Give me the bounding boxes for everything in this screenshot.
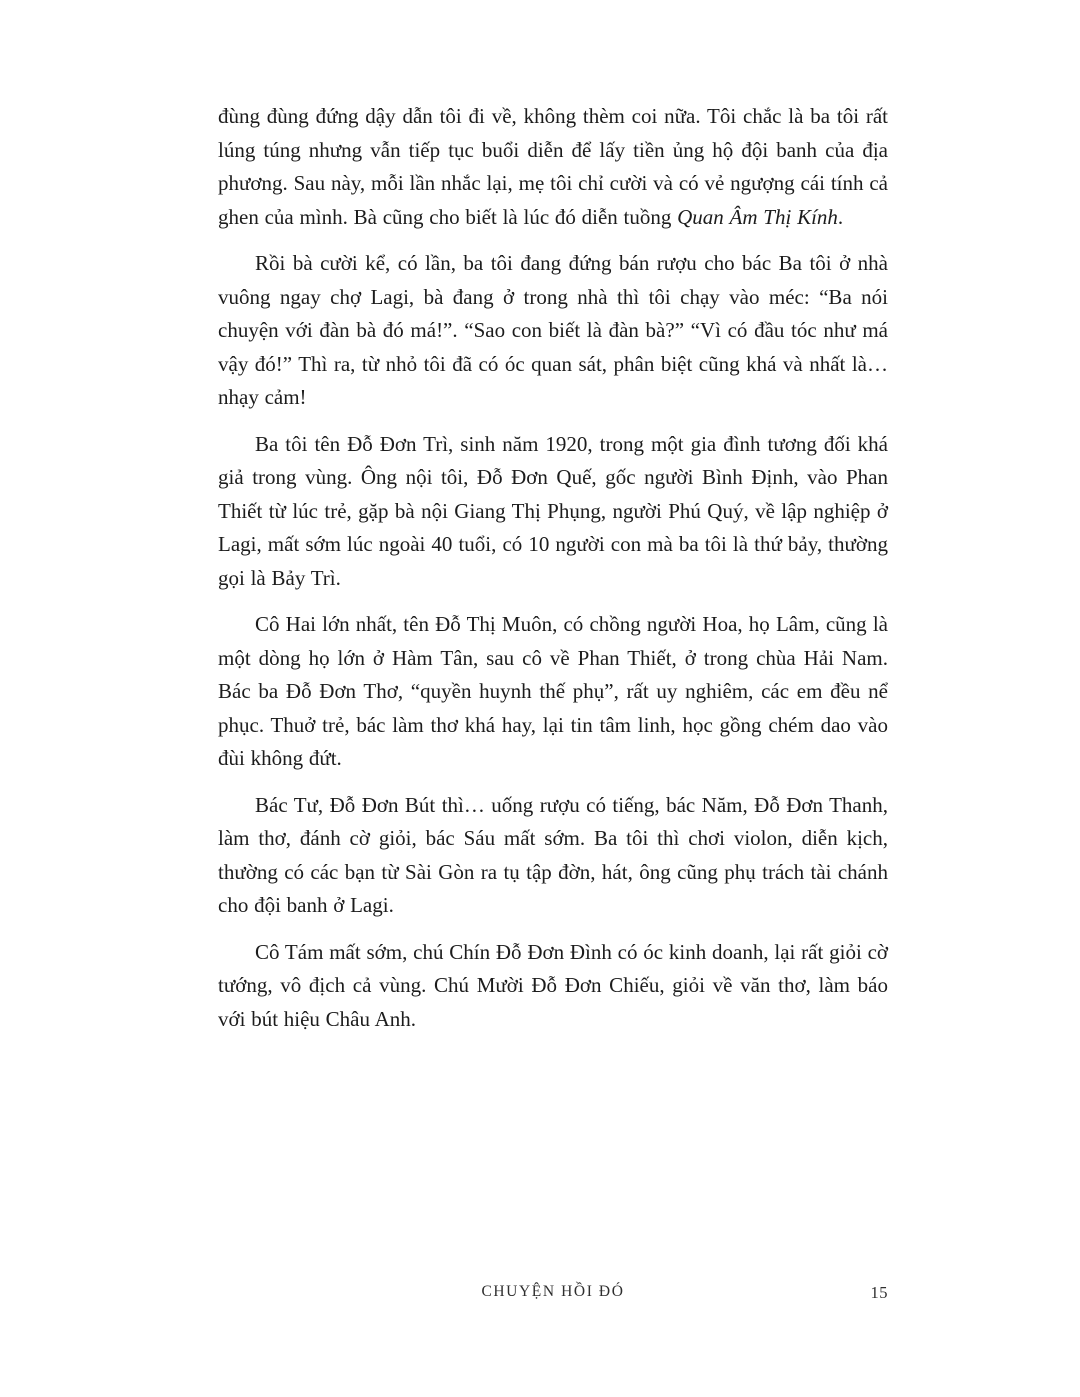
- paragraph: Ba tôi tên Đỗ Đơn Trì, sinh năm 1920, trong một gia đình tương đối khá giả trong vùng. Ông nội tôi, Đỗ Đơn Quế, gốc người Bình Định, vào Phan Thiết từ lúc trẻ, gặp bà nội Giang Thị Phụng, người Phú Quý, về lập nghiệp ở Lagi, mất sớm lúc ngoài 40 tuổi, có 10 người con mà ba tôi là thứ bảy, thường gọi là Bảy Trì.: [218, 431, 888, 590]
- paragraph-text: đùng đùng đứng dậy dẫn tôi đi về, không thèm coi nữa. Tôi chắc là ba tôi rất lúng túng nhưng vẫn tiếp tục buổi diễn để lấy tiền ủng hộ đội banh của địa phương. Sau này, mỗi lần nhắc lại, mẹ tôi chỉ cười và có vẻ ngượng cái tính cả ghen của mình. Bà cũng cho biết là lúc đó diễn tuồng: [218, 104, 888, 229]
- paragraph: Bác Tư, Đỗ Đơn Bút thì… uống rượu có tiếng, bác Năm, Đỗ Đơn Thanh, làm thơ, đánh cờ giỏi, bác Sáu mất sớm. Ba tôi thì chơi violon, diễn kịch, thường có các bạn từ Sài Gòn ra tụ tập đờn, hát, ông cũng phụ trách tài chánh cho đội banh ở Lagi.: [218, 792, 888, 917]
- paragraph: Rồi bà cười kể, có lần, ba tôi đang đứng bán rượu cho bác Ba tôi ở nhà vuông ngay chợ Lagi, bà đang ở trong nhà thì tôi chạy vào méc: “Ba nói chuyện với đàn bà đó má!”. “Sao con biết là đàn bà?” “Vì có đầu tóc như má vậy đó!” Thì ra, từ nhỏ tôi đã có óc quan sát, phân biệt cũng khá và nhất là… nhạy cảm!: [218, 251, 888, 409]
- book-title-italic: Quan Âm Thị Kính: [677, 204, 838, 229]
- paragraph-text: .: [837, 204, 844, 229]
- running-title: CHUYỆN HỒI ĐÓ: [481, 1283, 625, 1300]
- page-footer: [218, 1283, 888, 1301]
- paragraph: Cô Tám mất sớm, chú Chín Đỗ Đơn Đình có óc kinh doanh, lại rất giỏi cờ tướng, vô địch cả vùng. Chú Mười Đỗ Đơn Chiếu, giỏi về văn thơ, làm báo với bút hiệu Châu Anh.: [218, 939, 888, 1031]
- page-number: 15: [870, 1283, 888, 1302]
- paragraph: Cô Hai lớn nhất, tên Đỗ Thị Muôn, có chồng người Hoa, họ Lâm, cũng là một dòng họ lớn ở Hàm Tân, sau cô về Phan Thiết, ở trong chùa Hải Nam. Bác ba Đỗ Đơn Thơ, “quyền huynh thế phụ”, rất uy nghiêm, các em đều nể phục. Thuở trẻ, bác làm thơ khá hay, lại tin tâm linh, học gồng chém dao vào đùi không đứt.: [218, 612, 888, 770]
- paragraph: [218, 100, 888, 234]
- text-block: [218, 100, 888, 1049]
